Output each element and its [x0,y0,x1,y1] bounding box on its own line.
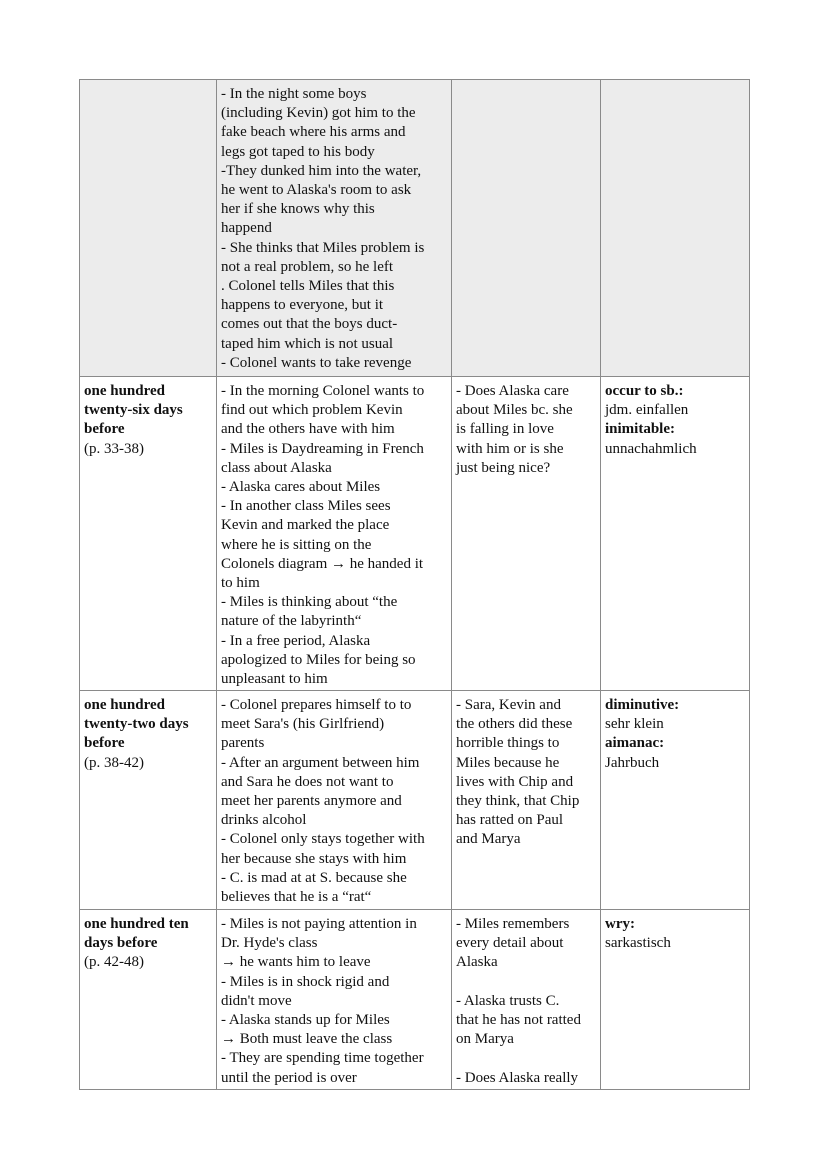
questions-cell [452,80,601,377]
summary-line: - Miles is thinking about “the [221,594,398,611]
vocab-cell [601,377,750,691]
chapter-title-line: one hundred [84,383,166,399]
page-range: (p. 38-42) [84,754,144,771]
summary-line: - They are spending time together [221,1050,424,1067]
summary-line: meet her parents anymore and [221,793,402,810]
question-line: Alaska [456,954,498,971]
summary-line: - In another class Miles sees [221,498,391,515]
summary-line: (including Kevin) got him to the [221,105,416,122]
summary-cell [217,377,452,691]
summary-cell [217,691,452,910]
questions-cell [452,910,601,1090]
question-line: with him or is she [456,440,564,457]
question-line: - Alaska trusts C. [456,992,560,1009]
chapter-title-line: before [84,421,125,438]
chapter-title-line: before [84,735,125,752]
day-cell [80,691,217,910]
summary-line: believes that he is a “rat“ [221,889,372,906]
summary-line: happend [221,220,272,237]
vocab-meaning: sarkastisch [605,935,671,952]
question-line: just being nice? [456,459,551,476]
questions-cell [452,377,601,691]
summary-line: comes out that the boys duct- [221,316,398,333]
summary-line: drinks alcohol [221,812,307,829]
summary-line: to him [221,575,260,592]
summary-line: her if she knows why this [221,201,375,218]
day-cell [80,910,217,1090]
vocab-term: diminutive: [605,697,680,713]
vocab-cell [601,691,750,910]
summary-line: - After an argument between him [221,754,420,771]
summary-line: fake beach where his arms and [221,124,406,141]
summary-line: he went to Alaska's room to ask [221,182,412,199]
vocab-cell [601,910,750,1090]
questions-cell [452,691,601,910]
vocab-term: aimanac: [605,735,665,752]
summary-line: until the period is over [221,1069,357,1086]
question-line: - Miles remembers [456,916,570,932]
question-line: and Marya [456,831,521,848]
summary-line: - Colonel prepares himself to to [221,697,412,713]
summary-line: and Sara he does not want to [221,773,394,790]
summary-line: unpleasant to him [221,671,328,688]
vocab-meaning: Jahrbuch [605,754,660,771]
question-line: is falling in love [456,421,554,438]
question-line: about Miles bc. she [456,402,573,419]
summary-line: Colonels diagram → he handed it [221,555,424,572]
question-line: the others did these [456,716,573,733]
summary-line: Kevin and marked the place [221,517,390,534]
chapter-title-line: twenty-six days [84,402,183,419]
summary-line: - Colonel only stays together with [221,831,425,848]
summary-line: - Alaska cares about Miles [221,479,381,496]
vocab-meaning: jdm. einfallen [605,402,689,419]
chapter-title-line: one hundred [84,697,166,713]
summary-line: - C. is mad at at S. because she [221,869,407,886]
summary-line: class about Alaska [221,459,332,476]
notes-table-body [80,80,750,1090]
chapter-title-line: one hundred ten [84,916,189,932]
summary-line: . Colonel tells Miles that this [221,278,395,295]
table-row-110-days [80,910,750,1090]
summary-cell [217,80,452,377]
blank-line [456,1049,597,1068]
summary-line: and the others have with him [221,421,395,438]
summary-line: - Alaska stands up for Miles [221,1012,390,1029]
question-line: - Does Alaska care [456,383,569,399]
question-line: they think, that Chip [456,793,580,810]
summary-line: didn't move [221,992,292,1009]
question-line: lives with Chip and [456,773,574,790]
vocab-term: wry: [605,916,635,932]
summary-line: not a real problem, so he left [221,258,394,275]
summary-line: legs got taped to his body [221,143,375,160]
summary-line: apologized to Miles for being so [221,651,416,668]
page-range: (p. 33-38) [84,440,144,457]
summary-line: - In a free period, Alaska [221,632,371,649]
vocab-cell [601,80,750,377]
question-line: Miles because he [456,754,560,771]
page-range: (p. 42-48) [84,954,144,971]
summary-line: → he wants him to leave [221,954,371,971]
question-line: horrible things to [456,735,560,752]
question-line: - Does Alaska really [456,1069,579,1086]
table-row-126-days [80,377,750,691]
summary-line: her because she stays with him [221,850,407,867]
summary-line: - Colonel wants to take revenge [221,354,412,371]
summary-line: - Miles is not paying attention in [221,916,417,932]
table-row-122-days [80,691,750,910]
summary-line: - Miles is Daydreaming in French [221,440,424,457]
summary-line: where he is sitting on the [221,536,372,553]
summary-line: taped him which is not usual [221,335,394,352]
question-line: that he has not ratted [456,1012,581,1028]
vocab-term: inimitable: [605,421,675,438]
summary-line: - In the night some boys [221,86,367,102]
notes-table [79,79,750,1090]
vocab-term: occur to sb.: [605,383,684,399]
question-line: has ratted on Paul [456,812,564,829]
question-line: on Marya [456,1031,514,1048]
summary-line: parents [221,735,265,752]
chapter-title-line: days before [84,935,158,952]
question-line: every detail about [456,935,564,952]
summary-line: → Both must leave the class [221,1031,393,1048]
vocab-meaning: unnachahmlich [605,440,697,457]
summary-cell [217,910,452,1090]
summary-line: meet Sara's (his Girlfriend) [221,716,385,733]
summary-line: happens to everyone, but it [221,297,384,314]
summary-line: - Miles is in shock rigid and [221,973,390,990]
summary-line: -They dunked him into the water, [221,162,422,179]
summary-line: - She thinks that Miles problem is [221,239,425,256]
summary-line: nature of the labyrinth“ [221,613,362,630]
day-cell [80,80,217,377]
question-line: - Sara, Kevin and [456,697,561,713]
vocab-meaning: sehr klein [605,716,664,733]
summary-line: - In the morning Colonel wants to [221,383,425,399]
table-row-continuation [80,80,750,377]
summary-line: Dr. Hyde's class [221,935,318,952]
chapter-title-line: twenty-two days [84,716,189,733]
summary-line: find out which problem Kevin [221,402,403,419]
blank-line [456,973,597,992]
day-cell [80,377,217,691]
